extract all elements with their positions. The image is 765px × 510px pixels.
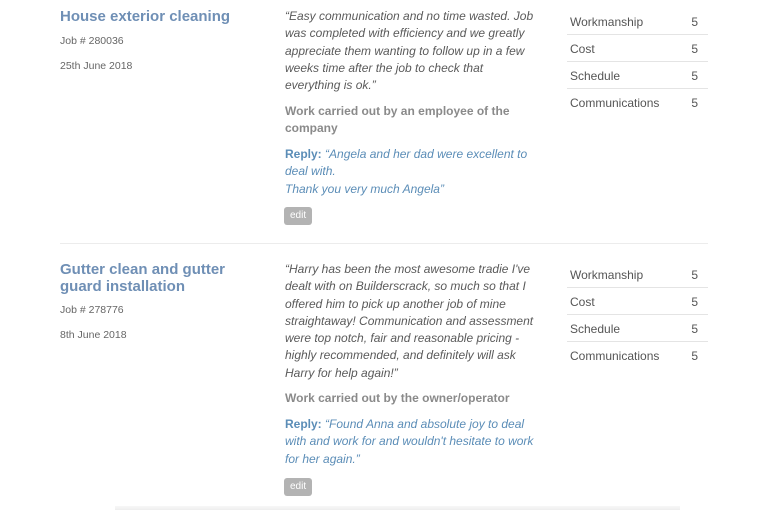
review-divider bbox=[60, 243, 708, 244]
rating-row-workmanship bbox=[567, 8, 708, 35]
reply-text: “Found Anna and absolute joy to deal with and work for and wouldn't hesitate to work for her again.” bbox=[285, 417, 534, 466]
ratings-list bbox=[567, 8, 708, 115]
rating-row-communications bbox=[567, 89, 708, 115]
edit-button[interactable]: edit bbox=[284, 478, 312, 496]
reply bbox=[285, 416, 545, 468]
reply-label: Reply: bbox=[285, 417, 322, 431]
rating-score: 5 bbox=[691, 69, 698, 83]
job-date: 8th June 2018 bbox=[60, 329, 127, 341]
rating-label: Schedule bbox=[570, 322, 621, 336]
job-date: 25th June 2018 bbox=[60, 60, 133, 72]
rating-row-schedule bbox=[567, 62, 708, 89]
job-title[interactable]: House exterior cleaning bbox=[60, 8, 231, 25]
review-quote: “Easy communication and no time wasted. Job was completed with efficiency and we greatly appreciate them wanting to follow up in a few weeks time after the job to check that everything is ok.” bbox=[285, 9, 534, 93]
review-card bbox=[0, 253, 765, 510]
reply-label: Reply: bbox=[285, 147, 322, 161]
review-card bbox=[0, 0, 765, 243]
rating-row-communications bbox=[567, 342, 708, 368]
rating-label: Workmanship bbox=[570, 268, 644, 282]
rating-row-cost bbox=[567, 288, 708, 315]
rating-row-schedule bbox=[567, 315, 708, 342]
job-title[interactable]: Gutter clean and gutter guard installation bbox=[60, 261, 226, 295]
reply bbox=[285, 146, 545, 198]
bottom-edge bbox=[115, 506, 680, 510]
job-number: Job # 278776 bbox=[60, 304, 124, 316]
rating-row-workmanship bbox=[567, 261, 708, 288]
rating-score: 5 bbox=[691, 349, 698, 363]
rating-score: 5 bbox=[691, 15, 698, 29]
rating-score: 5 bbox=[691, 96, 698, 110]
work-carried-out: Work carried out by the owner/operator bbox=[285, 391, 510, 405]
rating-score: 5 bbox=[691, 295, 698, 309]
rating-label: Cost bbox=[570, 42, 595, 56]
rating-score: 5 bbox=[691, 268, 698, 282]
edit-button[interactable]: edit bbox=[284, 207, 312, 225]
rating-score: 5 bbox=[691, 42, 698, 56]
rating-label: Cost bbox=[570, 295, 595, 309]
review-quote: “Harry has been the most awesome tradie I've dealt with on Builderscrack, so much so that I offered him to pick up another job of mine straightaway! Communication and assessment were top notch, fair and reasonable pricing - highly recommended, and definitely will ask Harry for help again!” bbox=[285, 262, 534, 380]
ratings-list bbox=[567, 261, 708, 368]
rating-label: Schedule bbox=[570, 69, 621, 83]
work-carried-out: Work carried out by an employee of the company bbox=[285, 104, 510, 136]
rating-label: Workmanship bbox=[570, 15, 644, 29]
job-number: Job # 280036 bbox=[60, 35, 124, 47]
rating-label: Communications bbox=[570, 96, 660, 110]
rating-score: 5 bbox=[691, 322, 698, 336]
rating-row-cost bbox=[567, 35, 708, 62]
rating-label: Communications bbox=[570, 349, 660, 363]
reply-text: “Angela and her dad were excellent to deal with. Thank you very much Angela” bbox=[285, 147, 528, 196]
